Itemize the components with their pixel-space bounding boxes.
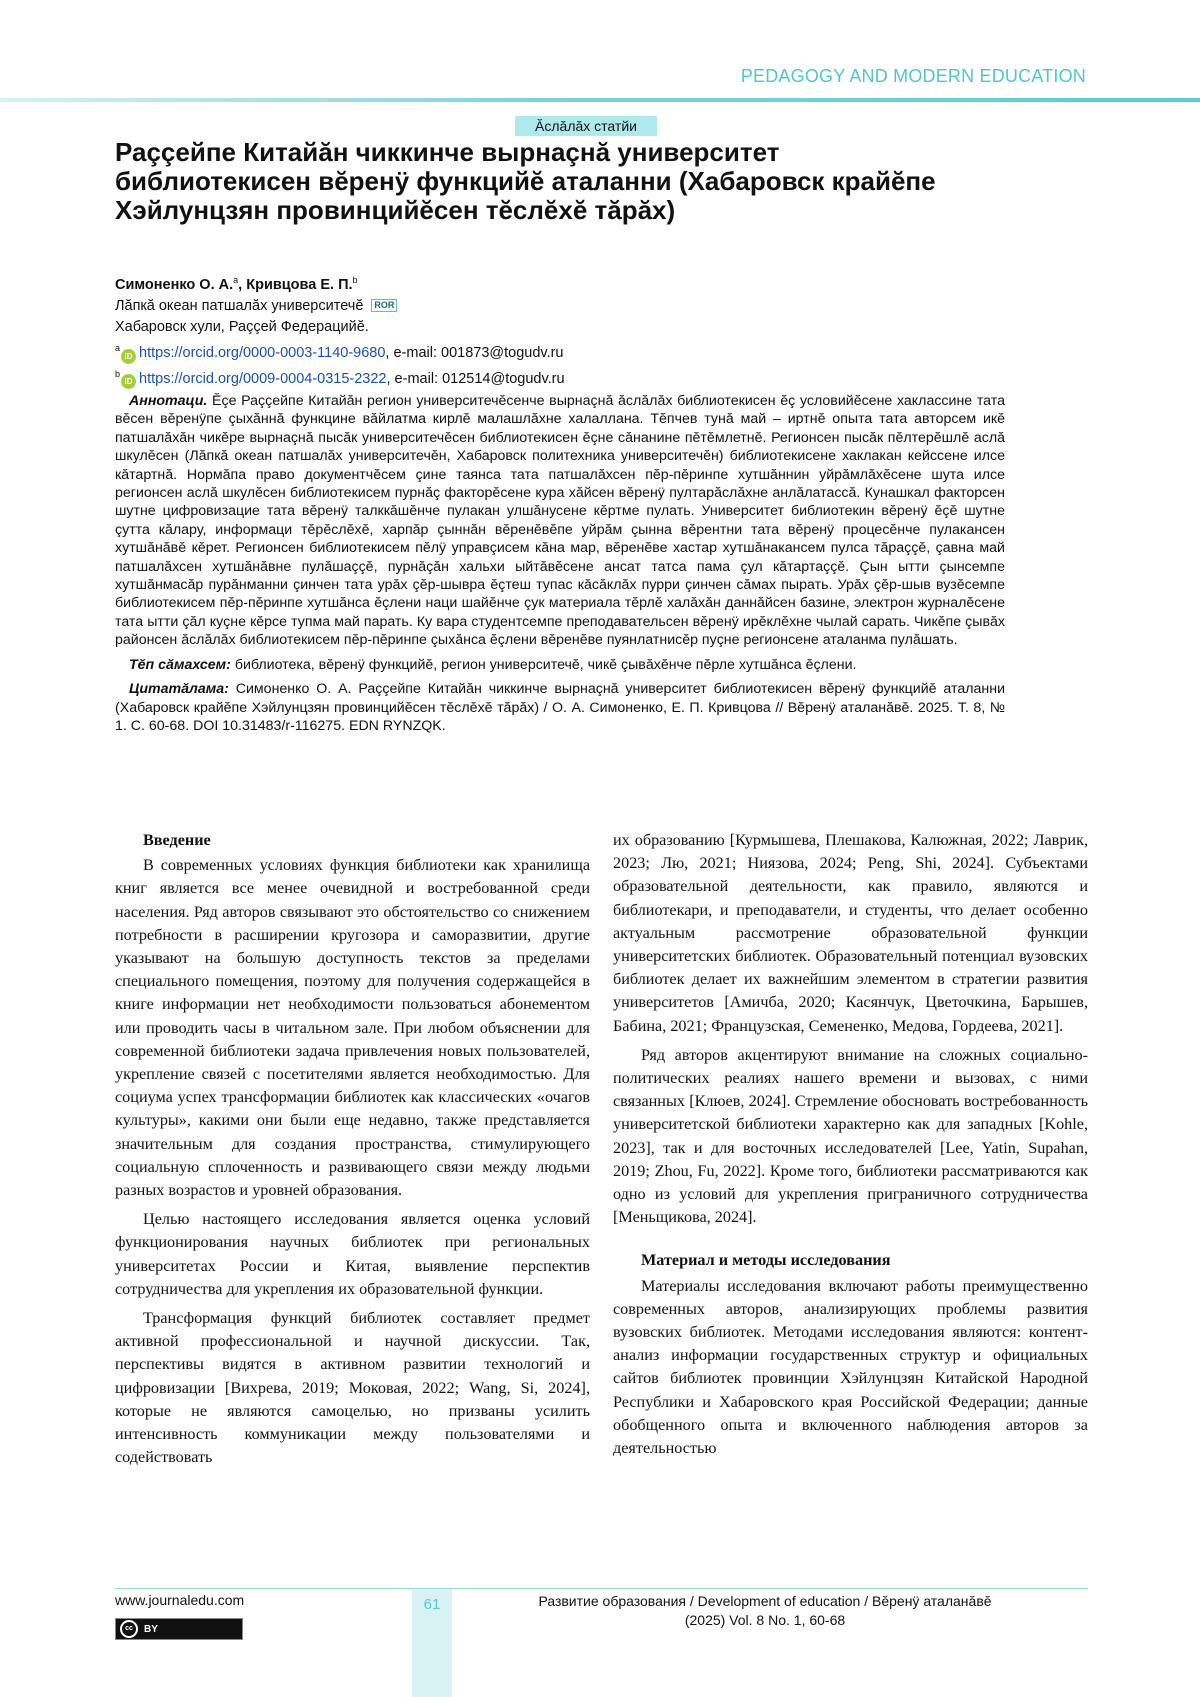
body-paragraph: их образованию [Курмышева, Плешакова, Калюжная, 2022; Лаврик, 2023; Лю, 2021; Ниязова, 2024; Peng, Shi, 2024]. Субъектами образовательной деятельности, как правило, являются и библиотекари, и преподаватели, и студенты, что делает особенно актуальным рассмотрение образовательной функции университетских библиотек. Образовательный потенциал вузовских библиотек делает их важнейшим элементом в стратегии развития университетов [Амичба, 2020; Касянчук, Цветочкина, Барышев, Бабина, 2021; Французская, Семененко, Медова, Гордеева, 2021]. xyxy=(613,831,1088,1035)
footer-journal-line1: Развитие образования / Development of education / Вĕренÿ аталанăвĕ xyxy=(538,1593,992,1609)
author-b-sup: b xyxy=(352,275,358,285)
orcid-b-sup: b xyxy=(115,368,121,379)
keywords-label: Тĕп сăмахсем: xyxy=(129,656,231,673)
body-column-right xyxy=(613,829,1088,1466)
body-paragraph: Ряд авторов акцентируют внимание на сложных социально-политических реалиях нашего времени и вызовах, с ними связанных [Клюев, 2024]. Стремление обосновать востребованность университетской библиотеки характерно как для западных [Kohle, 2023], так и для восточных исследователей [Lee, Yatin, Supahan, 2019; Zhou, Fu, 2022]. Кроме того, библиотеки рассматриваются как одно из условий для укрепления приграничного сотрудничества [Меньщикова, 2024]. xyxy=(613,1045,1088,1227)
footer-rule xyxy=(115,1588,1088,1589)
ror-icon[interactable]: ROR xyxy=(371,299,397,312)
citation-label: Цитатăлама: xyxy=(129,681,229,698)
footer-url[interactable]: www.journaledu.com xyxy=(115,1592,245,1608)
footer-journal-line2: (2025) Vol. 8 No. 1, 60-68 xyxy=(684,1612,846,1628)
section-heading-methods: Материал и методы исследования xyxy=(641,1251,891,1270)
abstract-text: Ĕçе Раççейпе Китайăн регион университечĕсенче вырнаçнă ăслăлăх библиотекисен ĕç условийĕсене хаклассине тата вĕсен вĕренÿпе çыхăннă функцине вăйлатма кирлĕ малашлăхне халаллана. Тĕпчев тунă май – иртнĕ опыта тата авторсем икĕ патшалăхăн чикĕре вырнаçнă пысăк университечĕсен библиотекисен ĕçне сăнанине пĕтĕмлетнĕ. Регионсен пысăк пĕлтерĕшлĕ аслă шкулĕсен (Лăпкă океан патшалăх университечĕн, Хабаровск политехника университечĕн) библиотекисене хаклакан кейссене илсе кăтартнă. Нормăпа право документчĕсем çине таянса тата патшалăхсен пĕр-пĕринпе хутшăннин уйрăмлăхĕсене шута илсе регионсен аслă шкулĕсен библиотекисем пурнăç факторĕсене кура хăйсен вĕренÿ пултарăслăхне анлăлатассă. Кунашкал факторсен шутне цифровизацие тата вĕренÿ талккăшĕнче пулакан улшăнусене кĕртме пулать. Университет библиотекин вĕренÿ ĕçĕ шутне çутта кăлару, информаци тĕрĕслĕхĕ, харпăр çыннăн вĕренĕвĕпе уйрăм çынна вĕрентни тата вĕренÿ процесĕнче пулакансен хутшăнăвĕ кĕрет. Регионсен библиотекисем пĕлÿ управçисем кăна мар, вĕренĕве хастар хутшăнакансем пулса тăраççĕ, çавна май патшалăхсен хутшăнăвне пулăшаççĕ, пурнăçăн хальхи ыйтăвĕсене ансат татса пама çул кăтартаççĕ. Çын ытти çынсемпе хутшăнмасăр пурăнманни çинчен тата урăх çĕр-шывра ĕçтеш тупас кăсăклăх пурри çинчен сăмах пырать. Урăх çĕр-шыв вузĕсемпе библиотекисем пĕр-пĕринпе хутшăнса ĕçлени наци шайĕнче çук материала тĕрлĕ халăхăн даннăйсен базине, электрон журналĕсене тата ытти çăл куçне кĕрсе тупма май парать. Ку вара студентсемпе преподавательсен вĕренÿ ирĕклĕхне чылай сарать. Чикĕпе çывăх районсен ăслăлăх библиотекисем пĕр-пĕринпе çыхăнса ĕçлени вĕренĕве пуянлатнисĕр пуçне регионсене аталанма пулăшать. xyxy=(115,393,1005,649)
location: Хабаровск хули, Раççей Федерацийĕ. xyxy=(115,318,369,335)
email-a: , e-mail: 001873@togudv.ru xyxy=(385,344,564,361)
citation-paragraph xyxy=(115,680,1005,735)
section-heading-intro: Введение xyxy=(143,831,211,849)
cc-license-badge[interactable] xyxy=(115,1618,243,1640)
body-paragraph: Целью настоящего исследования является оценка условий функционирования научных библиотек при региональных университетах России и Китая, выявление перспектив сотрудничества для укрепления их образовательной функции. xyxy=(115,1210,590,1298)
orcid-line-a xyxy=(115,338,1015,364)
body-column-left xyxy=(115,829,590,1475)
orcid-a-sup: a xyxy=(115,342,121,353)
orcid-icon: iD xyxy=(121,349,136,364)
affiliation: Лăпкă океан патшалăх университечĕ xyxy=(115,297,364,314)
body-paragraph: В современных условиях функция библиотеки как хранилища книг является все менее очевидной и востребованной среди населения. Ряд авторов связывают это обстоятельство со снижением потребности в расширении кругозора и саморазвитии, другие указывают на большую доступность текстов за пределами специального помещения, поэтому для получения содержащейся в книге информации нет необходимости пользоваться абонементом или проводить часы в читальном зале. При любом объяснении для современной библиотеки задача привлечения новых пользователей, укрепление связей с посетителями является необходимостью. Для социума успех трансформации библиотек как классических «очагов культуры», какими они были еще недавно, также представляется значительным для создания пространства, стимулирующего социальную сплоченность и развивающего связи между людьми разных возрастов и уровней образования. xyxy=(115,856,590,1200)
author-a-name: Симоненко О. А. xyxy=(115,276,234,293)
body-paragraph: Материалы исследования включают работы преимущественно современных авторов, анализирующих проблемы развития вузовских библиотек. Методами исследования являются: контент-анализ информации государственных структур и официальных сайтов библиотек провинции Хэйлунцзян Китайской Народной Республики и Хабаровского края Российской Федерации; данные обобщенного опыта и включенного наблюдения авторов за деятельностью xyxy=(613,1276,1088,1458)
author-separator: , xyxy=(238,276,247,293)
cc-icon: cc xyxy=(120,1620,138,1638)
abstract-block xyxy=(115,392,1005,741)
page-number: 61 xyxy=(423,1596,441,1613)
citation-text: Симоненко О. А. Раççейпе Китайăн чиккинче вырнаçнă университет библиотекисен вĕренÿ функцийĕ аталанни (Хабаровск крайĕпе Хэйлунцзян провинцийĕсен тĕслĕхĕ тăрăх) / О. А. Симоненко, Е. П. Кривцова // Вĕренÿ аталанăвĕ. 2025. Т. 8, № 1. С. 60-68. DOI 10.31483/r-116275. EDN RYNZQK. xyxy=(115,681,1005,734)
keywords-paragraph xyxy=(115,656,1005,674)
article-title: Раççейпе Китайăн чиккинче вырнаçнă университет библиотекисен вĕренÿ функцийĕ аталанни (Хабаровск крайĕпе Хэйлунцзян провинцийĕсен тĕслĕхĕ тăрăх) xyxy=(115,137,936,225)
article-type-badge: Ăслăлăх статйи xyxy=(515,116,657,136)
by-label: BY xyxy=(144,1623,158,1635)
author-block xyxy=(115,270,1015,389)
author-names xyxy=(115,270,1015,296)
keywords-text: библиотека, вĕренÿ функцийĕ, регион университечĕ, чикĕ çывăхĕнче пĕрле хутшăнса ĕçлени. xyxy=(234,656,857,673)
orcid-link-a[interactable]: https://orcid.org/0000-0003-1140-9680 xyxy=(139,344,386,361)
body-paragraph: Трансформация функций библиотек составляет предмет активной профессиональной и научной дискуссии. Так, перспективы видятся в активном развитии технологий и цифровизации [Вихрева, 2019; Моковая, 2022; Wang, Si, 2024], которые не являются самоцелью, но призваны усилить интенсивность коммуникации между пользователями и содействовать xyxy=(115,1309,590,1467)
author-a-sup: a xyxy=(233,275,239,285)
footer-journal-info xyxy=(465,1592,1065,1630)
author-b-name: Кривцова Е. П. xyxy=(246,276,353,293)
abstract-paragraph xyxy=(115,392,1005,650)
affiliation-line xyxy=(115,296,1015,317)
orcid-icon: iD xyxy=(121,374,136,389)
abstract-label: Аннотаци. xyxy=(129,393,208,409)
orcid-line-b xyxy=(115,364,1015,390)
journal-section-header: PEDAGOGY AND MODERN EDUCATION xyxy=(740,66,1086,86)
orcid-link-b[interactable]: https://orcid.org/0009-0004-0315-2322 xyxy=(139,370,387,387)
header-rule xyxy=(0,98,1200,102)
email-b: , e-mail: 012514@togudv.ru xyxy=(386,370,565,387)
